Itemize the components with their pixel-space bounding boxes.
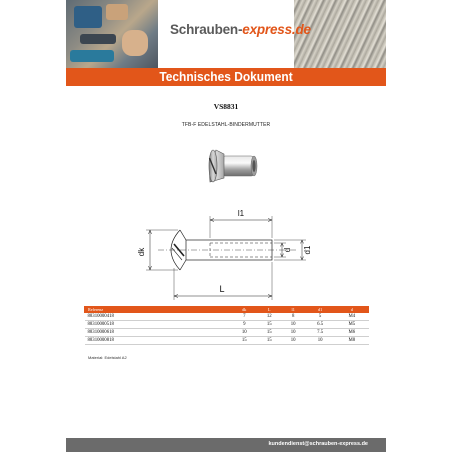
table-cell: 8 <box>281 313 305 321</box>
table-cell: 6.5 <box>305 321 335 329</box>
table-cell: M5 <box>335 321 368 329</box>
brand-logo[interactable] <box>170 22 311 37</box>
footer-bar <box>66 438 386 452</box>
column-header: dk <box>231 307 257 313</box>
header-banner <box>66 0 386 68</box>
column-header: L <box>257 307 281 313</box>
document-code: VS8831 <box>213 102 239 111</box>
logo-accent: express.de <box>242 22 311 37</box>
table-row <box>85 321 369 329</box>
table-cell: M4 <box>335 313 368 321</box>
label-L: L <box>219 284 225 294</box>
table-cell: 15 <box>257 337 281 345</box>
banner-workshop-image <box>66 0 158 68</box>
table-cell: M8 <box>335 337 368 345</box>
table-cell: 10 <box>231 329 257 337</box>
label-d: d <box>283 247 292 253</box>
column-header: Referenz <box>85 307 232 313</box>
table-cell: 12 <box>257 313 281 321</box>
table-cell: 88310000818 <box>85 337 232 345</box>
page-title: Technisches Dokument <box>159 69 293 84</box>
logo-text: Schrauben- <box>170 22 243 37</box>
technical-drawing <box>122 208 332 308</box>
table-cell: 10 <box>305 337 335 345</box>
table-cell: 5 <box>305 313 335 321</box>
table-cell: 88310000618 <box>85 329 232 337</box>
table-cell: 88310000418 <box>85 313 232 321</box>
contact-email-link[interactable]: kundendienst@schrauben-express.de <box>268 441 368 447</box>
table-row <box>85 313 369 321</box>
label-dk: dk <box>137 247 146 257</box>
table-cell: M6 <box>335 329 368 337</box>
table-cell: 10 <box>281 329 305 337</box>
product-photo <box>194 140 274 200</box>
table-cell: 88310000518 <box>85 321 232 329</box>
material-note: Material: Edelstahl A2 <box>88 355 127 360</box>
table-cell: 15 <box>231 337 257 345</box>
table-row <box>85 329 369 337</box>
document-page <box>66 0 386 452</box>
label-l1: l1 <box>237 209 245 218</box>
label-d1: d1 <box>303 245 312 255</box>
table-cell: 7 <box>231 313 257 321</box>
dimensions-table <box>84 306 369 345</box>
table-cell: 15 <box>257 329 281 337</box>
table-row <box>85 337 369 345</box>
column-header: l1 <box>281 307 305 313</box>
document-description: TFB-F EDELSTAHL-BINDERMUTTER <box>181 122 271 128</box>
table-cell: 15 <box>257 321 281 329</box>
table-cell: 9 <box>231 321 257 329</box>
table-cell: 10 <box>281 337 305 345</box>
column-header: d <box>335 307 368 313</box>
table-cell: 10 <box>281 321 305 329</box>
column-header: d1 <box>305 307 335 313</box>
title-bar <box>66 68 386 86</box>
table-cell: 7.5 <box>305 329 335 337</box>
